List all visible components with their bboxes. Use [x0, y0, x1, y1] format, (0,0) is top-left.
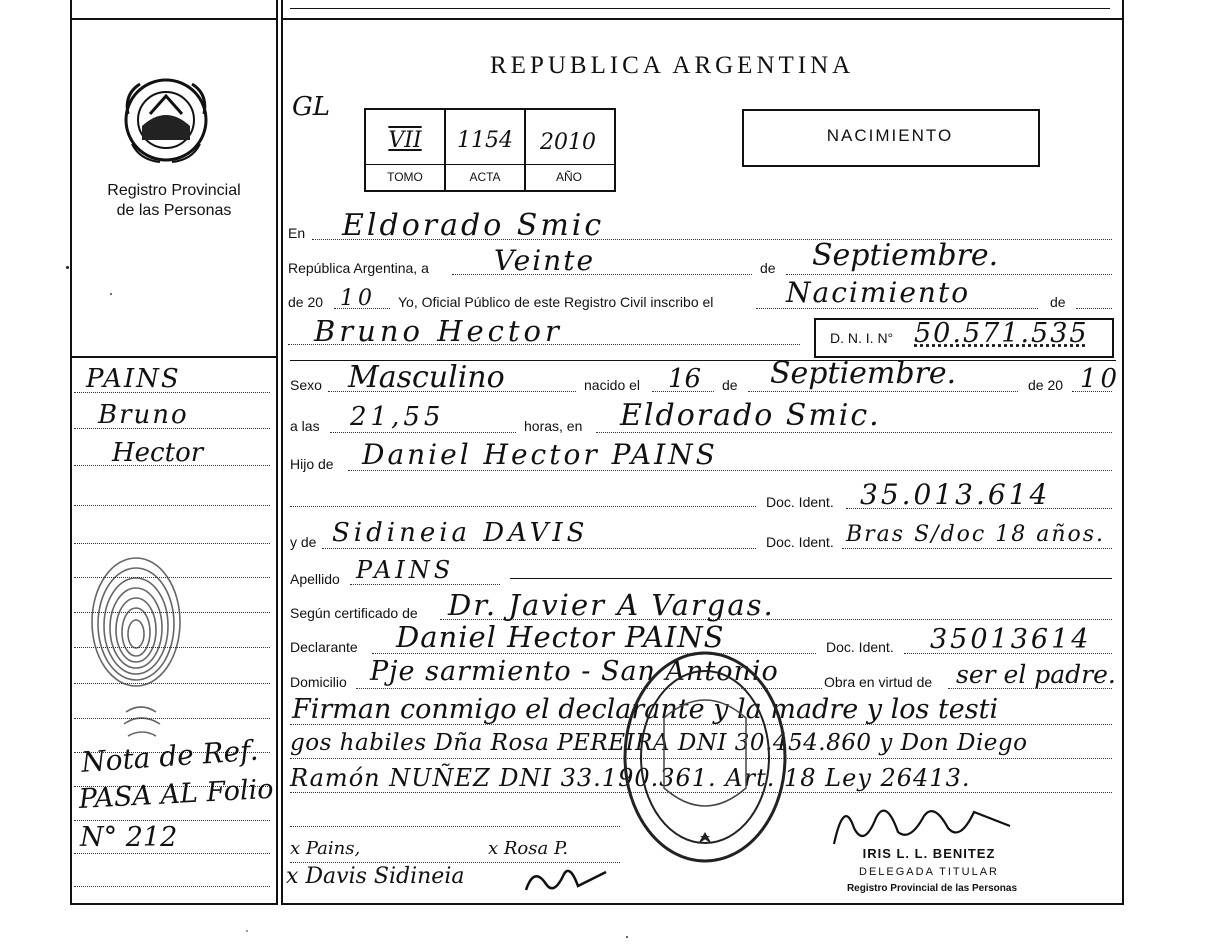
label-doc-ident-padre: Doc. Ident. — [766, 494, 834, 510]
value-madre: Sidineia DAVIS — [332, 518, 589, 548]
value-nacido-mes: Septiembre. — [770, 356, 957, 391]
margin-middle-name: Hector — [112, 438, 204, 468]
stray-dot — [66, 266, 69, 269]
official-signature-icon — [824, 788, 1024, 854]
scan-speck — [246, 930, 248, 932]
acta-label: ACTA — [469, 170, 501, 184]
value-hora: 21,55 — [350, 402, 445, 432]
label-de-3: de — [722, 377, 738, 393]
label-yo-oficial: Yo, Oficial Público de este Registro Civil inscribo el — [398, 294, 714, 310]
official-org: Registro Provincial de las Personas — [846, 883, 1018, 894]
margin-first-name: Bruno — [98, 400, 189, 430]
top-rule-right — [281, 18, 1122, 20]
value-domicilio: Pje sarmiento - San Antonio — [370, 656, 779, 687]
fingerprint-icon — [86, 552, 186, 752]
anio-value: 2010 — [540, 130, 596, 155]
margin-surname: PAINS — [86, 364, 181, 394]
dotted-line — [748, 391, 1018, 392]
dotted-line — [322, 548, 756, 549]
left-dotted-line — [74, 543, 270, 544]
label-y-de: y de — [290, 534, 317, 550]
label-de20: de 20 — [288, 294, 324, 310]
tomo-label: TOMO — [387, 170, 423, 184]
table-divider — [364, 164, 614, 165]
label-de: de — [760, 260, 776, 276]
signature-davis: x Davis Sidineia — [286, 864, 465, 889]
bottom-rule-right — [281, 903, 1122, 905]
value-apellido: PAINS — [356, 556, 455, 584]
underline — [510, 578, 1112, 579]
left-border — [70, 0, 72, 905]
label-en: En — [288, 225, 306, 241]
label-doc-ident-madre: Doc. Ident. — [766, 534, 834, 550]
label-doc-ident-declarante: Doc. Ident. — [826, 639, 894, 655]
label-dni: D. N. I. N° — [830, 330, 894, 346]
margin-note-line3: N° 212 — [80, 822, 178, 853]
label-republica: República Argentina, a — [288, 260, 429, 276]
column-divider-right — [281, 0, 283, 905]
dotted-line — [330, 432, 516, 433]
label-hijo-de: Hijo de — [290, 456, 334, 472]
value-padre: Daniel Hector PAINS — [362, 438, 718, 471]
margin-note-line1: Nota de Ref. — [80, 733, 260, 779]
value-acto: Nacimiento — [786, 276, 971, 309]
left-dotted-line — [74, 886, 270, 887]
country-title: REPUBLICA ARGENTINA — [490, 52, 855, 79]
label-declarante: Declarante — [290, 639, 358, 655]
value-dni: 50.571.535 — [914, 318, 1089, 349]
official-name: IRIS L. L. BENITEZ — [862, 846, 996, 861]
value-padre-doc: 35.013.614 — [860, 478, 1051, 511]
top-rule-left — [70, 18, 276, 20]
tomo-value: VII — [388, 128, 422, 153]
dotted-line — [350, 584, 500, 585]
value-lugar-nac: Eldorado Smic. — [620, 398, 881, 433]
bottom-rule-left — [70, 903, 276, 905]
dotted-line — [786, 274, 1112, 275]
dotted-line — [842, 548, 1112, 549]
right-border — [1122, 0, 1124, 905]
value-obra: ser el padre. — [956, 660, 1116, 689]
top-thin-rule — [290, 8, 1110, 9]
value-madre-doc: Bras S/doc 18 años. — [846, 522, 1106, 547]
official-stamp-icon — [620, 648, 790, 866]
left-dotted-line — [74, 820, 270, 821]
value-nacido-anio: 10 — [1080, 364, 1122, 394]
value-nombre: Bruno Hector — [314, 314, 563, 348]
acta-value: 1154 — [457, 128, 513, 153]
value-sexo: Masculino — [348, 360, 505, 395]
value-declarante-doc: 35013614 — [930, 624, 1092, 655]
label-segun: Según certificado de — [290, 605, 418, 621]
value-lugar: Eldorado Smic — [342, 208, 605, 243]
margin-note-line2: PASA AL Folio — [78, 773, 275, 815]
record-type: NACIMIENTO — [826, 126, 954, 145]
scan-speck — [626, 936, 628, 938]
value-mes: Septiembre. — [812, 238, 999, 273]
value-dia: Veinte — [494, 244, 596, 277]
label-sexo: Sexo — [290, 377, 322, 393]
stamp-text — [640, 880, 641, 881]
stray-dot — [110, 293, 112, 295]
signature-rosa: x Rosa P. — [488, 838, 569, 859]
label-de20-2: de 20 — [1028, 377, 1064, 393]
obs-line-3: Ramón NUÑEZ DNI 33.190.361. Art. 18 Ley 26413. — [290, 764, 971, 792]
initials: GL — [292, 92, 331, 122]
left-dotted-line — [74, 853, 270, 854]
dotted-line — [290, 506, 756, 507]
left-dotted-line — [74, 505, 270, 506]
column-divider-left — [276, 0, 278, 905]
provincial-seal-icon — [120, 74, 212, 166]
value-nacido-dia: 16 — [668, 364, 702, 394]
registry-title: Registro Provincial de las Personas — [107, 182, 241, 219]
value-certificado: Dr. Javier A Vargas. — [448, 588, 775, 622]
label-apellido: Apellido — [290, 571, 340, 587]
anio-label: AÑO — [555, 170, 582, 184]
value-declarante: Daniel Hector PAINS — [396, 620, 725, 654]
label-obra: Obra en virtud de — [824, 674, 933, 690]
label-horas-en: horas, en — [524, 418, 583, 434]
dotted-line — [290, 826, 620, 827]
dotted-line — [1076, 308, 1112, 309]
official-title: DELEGADA TITULAR — [859, 866, 999, 878]
left-section-rule — [70, 356, 276, 358]
obs-line-2: gos habiles Dña Rosa PEREIRA DNI 30.454.860 y Don Diego — [290, 730, 1028, 756]
signature-pains: x Pains, — [290, 838, 361, 859]
obs-line-1: Firman conmigo el declarante y la madre y los testi — [292, 694, 999, 725]
label-domicilio: Domicilio — [290, 674, 347, 690]
value-anio: 10 — [340, 286, 376, 311]
label-de-2: de — [1050, 294, 1066, 310]
witness-signature-icon — [520, 860, 610, 900]
label-a-las: a las — [290, 418, 320, 434]
label-nacido: nacido el — [584, 377, 641, 393]
